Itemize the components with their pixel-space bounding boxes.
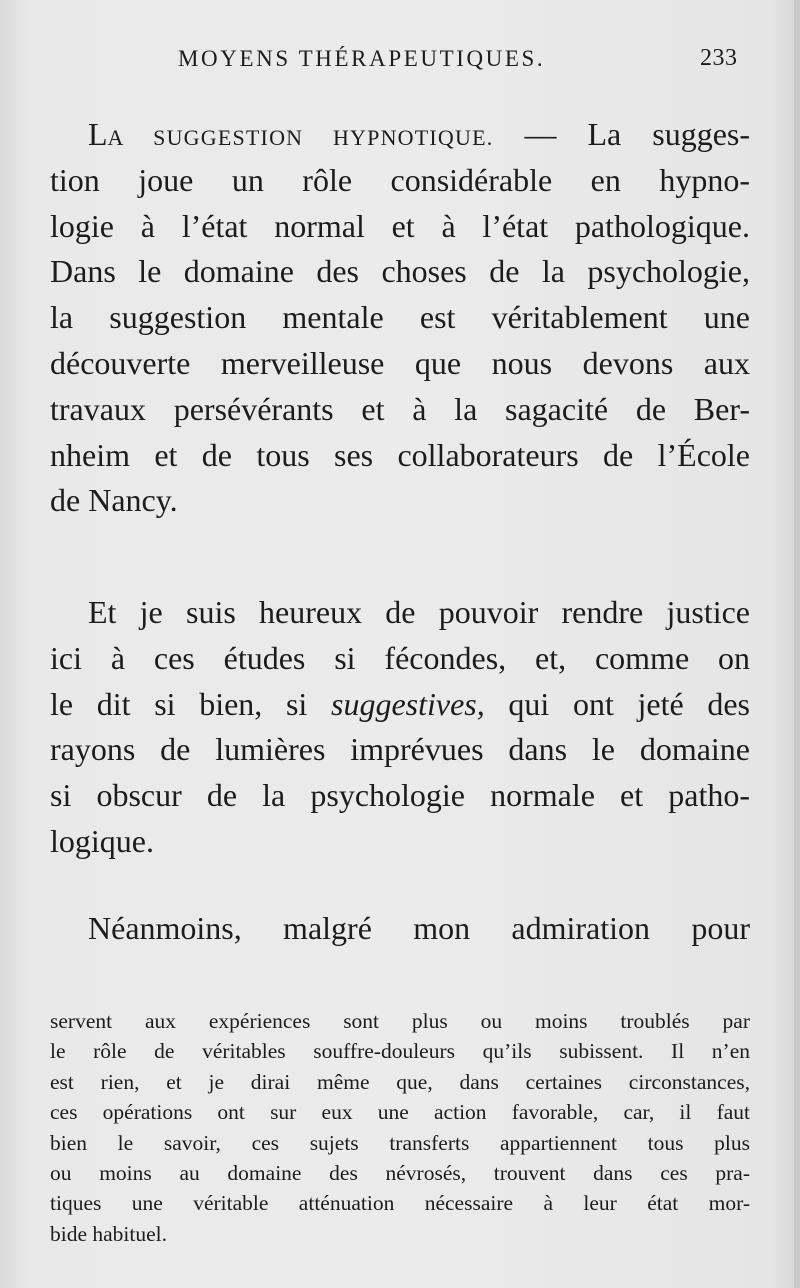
paragraph-line: logie à l’état normal et à l’état pathologique.	[50, 207, 750, 244]
paragraph-line: Néanmoins, malgré mon admiration pour	[88, 910, 750, 946]
paragraph-line: tion joue un rôle considérable en hypno-	[50, 161, 750, 198]
paragraph-line: Dans le domaine des choses de la psychologie,	[50, 253, 750, 290]
paragraph-line-text: le dit si bien, si	[50, 685, 331, 722]
footnote-line: ou moins au domaine des névrosés, trouvent dans ces pra-	[50, 1160, 750, 1185]
paragraph-line: ici à ces études si fécondes, et, comme on	[50, 639, 750, 676]
paragraph-suggestion-hypnotique	[50, 112, 750, 524]
section-title-initial: L	[88, 116, 108, 152]
paragraph-line: rayons de lumières imprévues dans le domaine	[50, 731, 750, 768]
italic-word: suggestives,	[330, 685, 485, 722]
paragraph-justice	[50, 590, 750, 865]
footnote-line: bien le savoir, ces sujets transferts appartiennent tous plus	[50, 1130, 750, 1155]
paragraph-line: nheim et de tous ses collaborateurs de l’École	[50, 436, 750, 473]
paragraph-line-text: — La sugges-	[493, 116, 750, 152]
page-number: 233	[700, 45, 738, 71]
running-head: MOYENS THÉRAPEUTIQUES.	[178, 46, 546, 71]
footnote-line: bide habituel.	[50, 1221, 168, 1246]
footnote-line: ces opérations ont sur eux une action favorable, car, il faut	[50, 1100, 750, 1125]
paragraph-line: travaux persévérants et à la sagacité de Ber-	[50, 390, 750, 427]
paragraph-neanmoins	[50, 906, 750, 952]
footnote-line: tiques une véritable atténuation nécessaire à leur état mor-	[50, 1191, 750, 1216]
paragraph-line: de Nancy.	[50, 482, 178, 519]
paragraph-line: si obscur de la psychologie normale et patho-	[50, 777, 750, 814]
page-edge-shadow	[794, 0, 800, 1288]
paragraph-line: la suggestion mentale est véritablement une	[50, 299, 750, 336]
paragraph-line	[50, 112, 750, 158]
section-title: A SUGGESTION HYPNOTIQUE.	[107, 125, 494, 150]
footnote-line: le rôle de véritables souffre-douleurs qu’ils subissent. Il n’en	[50, 1039, 750, 1064]
footnote	[50, 1006, 750, 1249]
paragraph-line: Et je suis heureux de pouvoir rendre justice	[88, 594, 750, 630]
paragraph-line	[50, 682, 750, 728]
paragraph-line: logique.	[50, 822, 154, 859]
footnote-line: est rien, et je dirai même que, dans certaines circonstances,	[50, 1069, 750, 1094]
footnote-line: servent aux expériences sont plus ou moins troublés par	[50, 1009, 750, 1033]
paragraph-line: découverte merveilleuse que nous devons aux	[50, 344, 750, 381]
paragraph-line-text: qui ont jeté des	[484, 685, 751, 722]
